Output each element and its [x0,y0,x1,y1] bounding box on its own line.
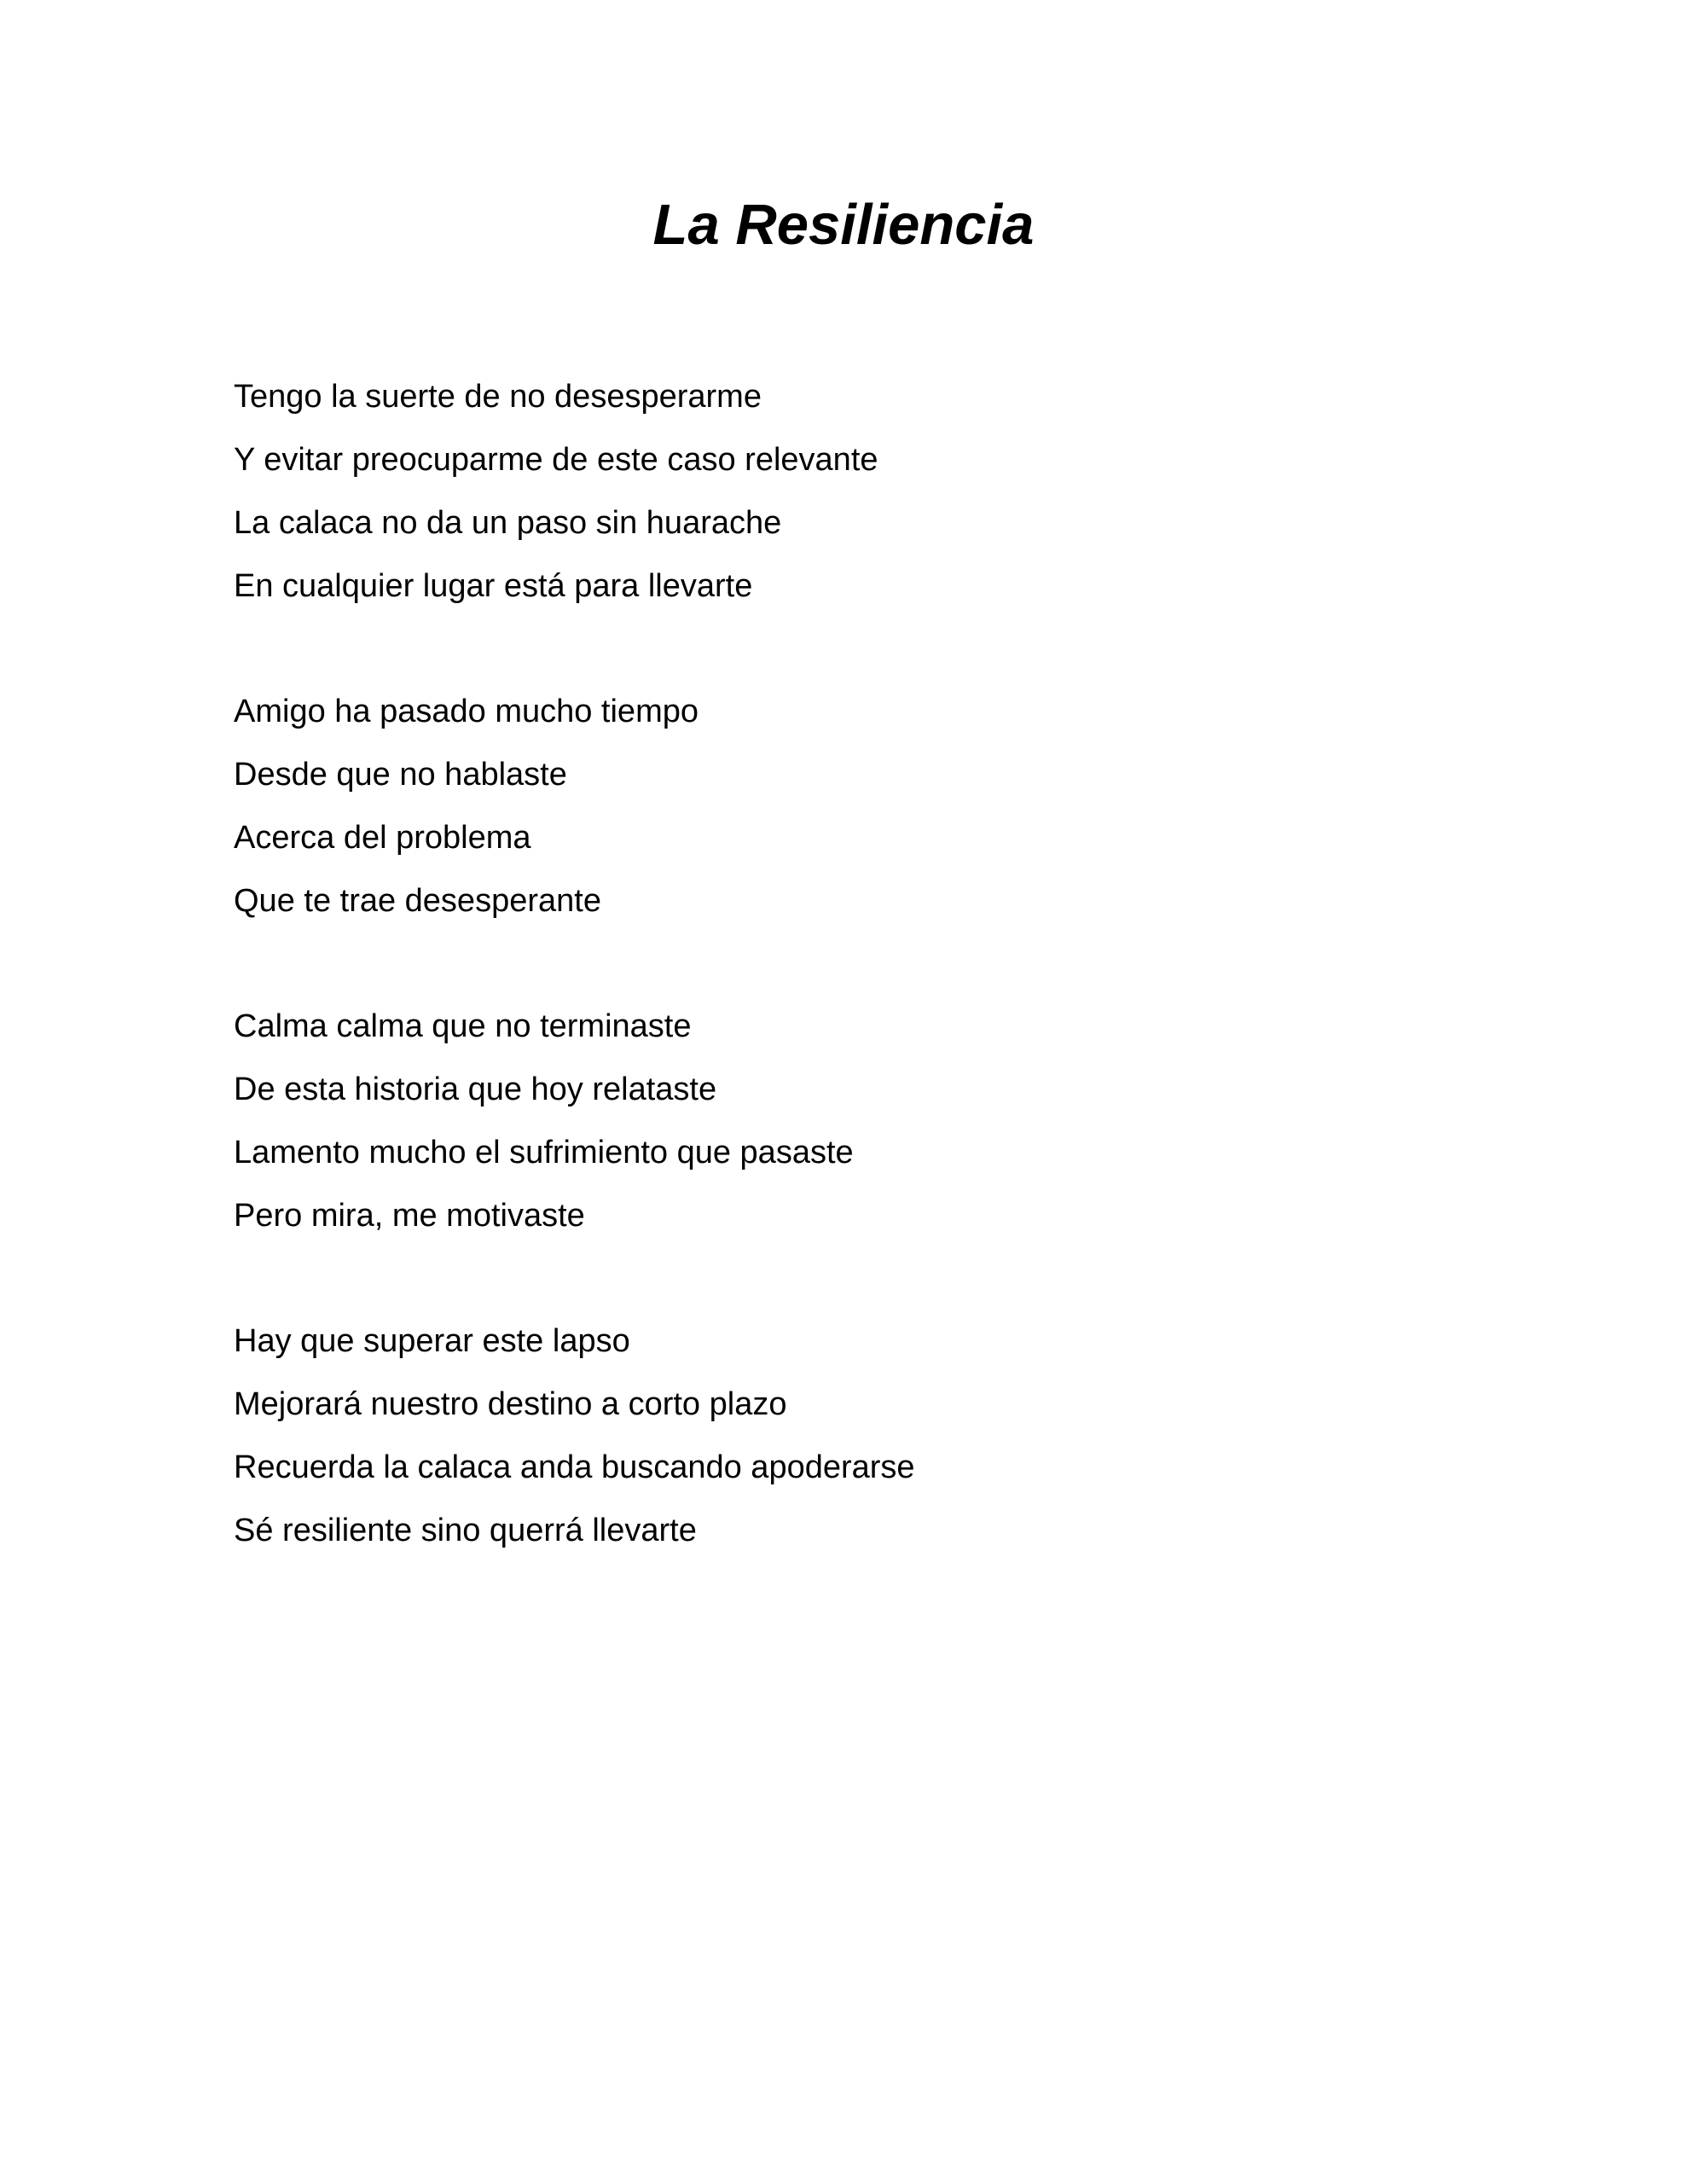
poem-line: Y evitar preocuparme de este caso relevante [234,442,878,478]
poem-line: Tengo la suerte de no desesperarme [234,379,762,415]
poem-line: Lamento mucho el sufrimiento que pasaste [234,1135,854,1170]
poem-line: Que te trae desesperante [234,883,601,919]
stanza-4 [234,1310,1513,1562]
stanza-1 [234,365,1513,618]
stanza-3 [234,995,1513,1247]
stanza-2 [234,680,1513,932]
poem-line: De esta historia que hoy relataste [234,1072,717,1107]
poem-line: Hay que superar este lapso [234,1323,630,1359]
poem-title: La Resiliencia [652,193,1035,257]
poem-line: La calaca no da un paso sin huarache [234,505,782,541]
poem-line: Mejorará nuestro destino a corto plazo [234,1386,787,1422]
poem-line: Amigo ha pasado mucho tiempo [234,694,699,729]
poem-line: Recuerda la calaca anda buscando apoderarse [234,1449,915,1485]
poem-line: Pero mira, me motivaste [234,1198,585,1234]
poem-line: Sé resiliente sino querrá llevarte [234,1513,697,1548]
poem-line: Desde que no hablaste [234,757,567,793]
poem-line: Acerca del problema [234,820,531,856]
poem-line: En cualquier lugar está para llevarte [234,568,753,604]
poem-line: Calma calma que no terminaste [234,1008,692,1044]
poem-body [234,365,1513,1624]
